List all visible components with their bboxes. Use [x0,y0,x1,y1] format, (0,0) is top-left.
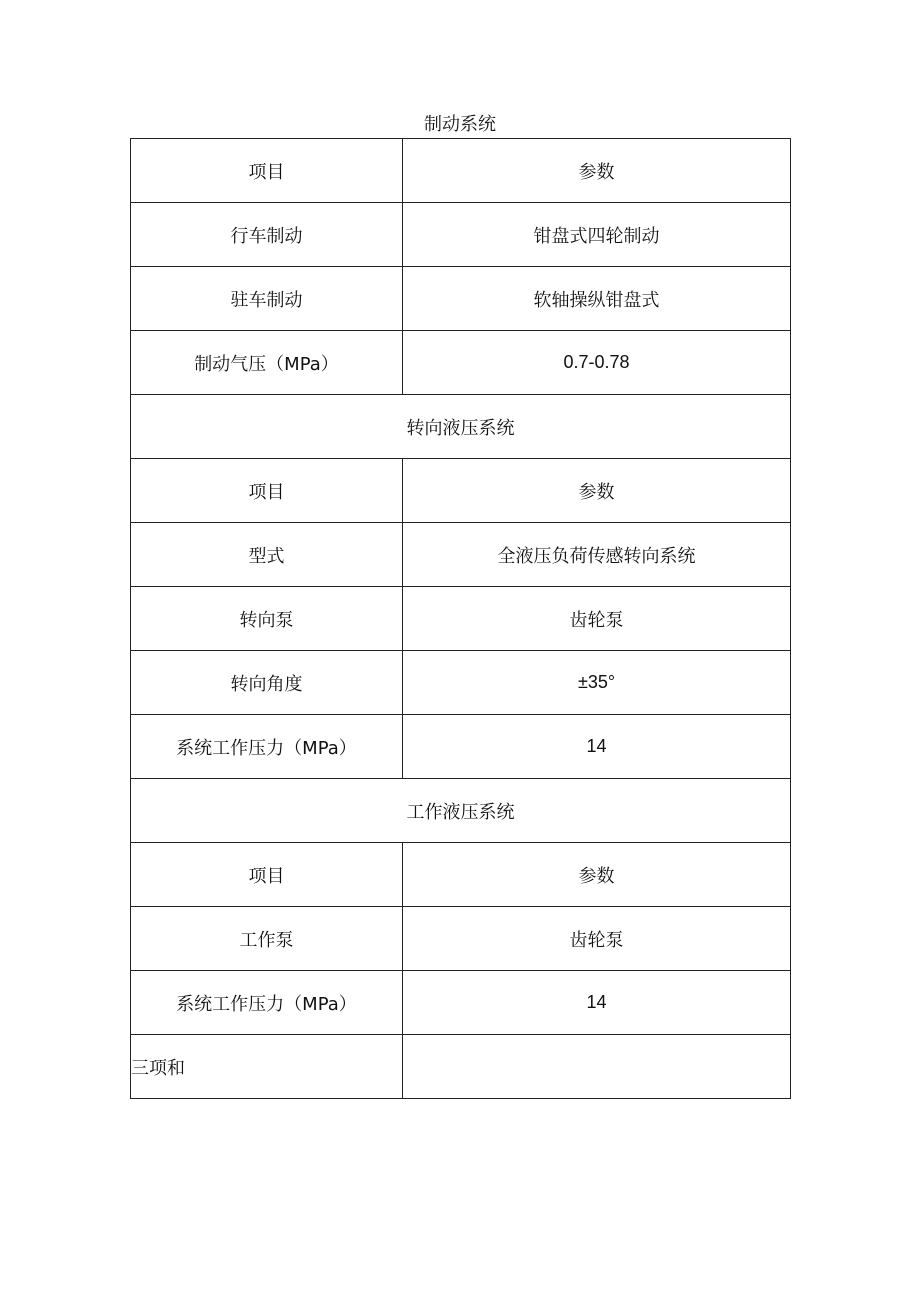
label-cell: 型式 [131,523,403,587]
table-row [131,587,791,651]
value-cell: 14 [403,715,791,779]
spec-table [130,138,791,1099]
label-cell: 转向角度 [131,651,403,715]
label-cell: 驻车制动 [131,267,403,331]
value-cell: ±35° [403,651,791,715]
table-caption: 制动系统 [424,114,496,135]
table-row [131,331,791,395]
section-title: 工作液压系统 [131,779,791,843]
value-cell: 参数 [403,459,791,523]
value-cell: 参数 [403,139,791,203]
value-cell: 齿轮泵 [403,907,791,971]
label-cell: 项目 [131,139,403,203]
value-cell: 钳盘式四轮制动 [403,203,791,267]
label-cell: 系统工作压力（MPa） [131,715,403,779]
value-cell: 全液压负荷传感转向系统 [403,523,791,587]
label-cell: 转向泵 [131,587,403,651]
table-row [131,971,791,1035]
label-cell: 项目 [131,843,403,907]
value-cell [403,1035,791,1099]
value-cell: 14 [403,971,791,1035]
label-cell: 项目 [131,459,403,523]
section-row [131,779,791,843]
value-cell: 参数 [403,843,791,907]
label-cell: 行车制动 [131,203,403,267]
table-row [131,1035,791,1099]
value-cell: 齿轮泵 [403,587,791,651]
value-cell: 0.7-0.78 [403,331,791,395]
table-row [131,843,791,907]
section-title: 转向液压系统 [131,395,791,459]
table-row [131,203,791,267]
label-cell: 系统工作压力（MPa） [131,971,403,1035]
table-row [131,907,791,971]
table-row [131,715,791,779]
table-row [131,267,791,331]
table-row [131,523,791,587]
label-cell: 工作泵 [131,907,403,971]
label-cell: 三项和 [131,1035,403,1099]
value-cell: 软轴操纵钳盘式 [403,267,791,331]
table-row [131,139,791,203]
section-row [131,395,791,459]
label-cell: 制动气压（MPa） [131,331,403,395]
table-row [131,651,791,715]
table-row [131,459,791,523]
